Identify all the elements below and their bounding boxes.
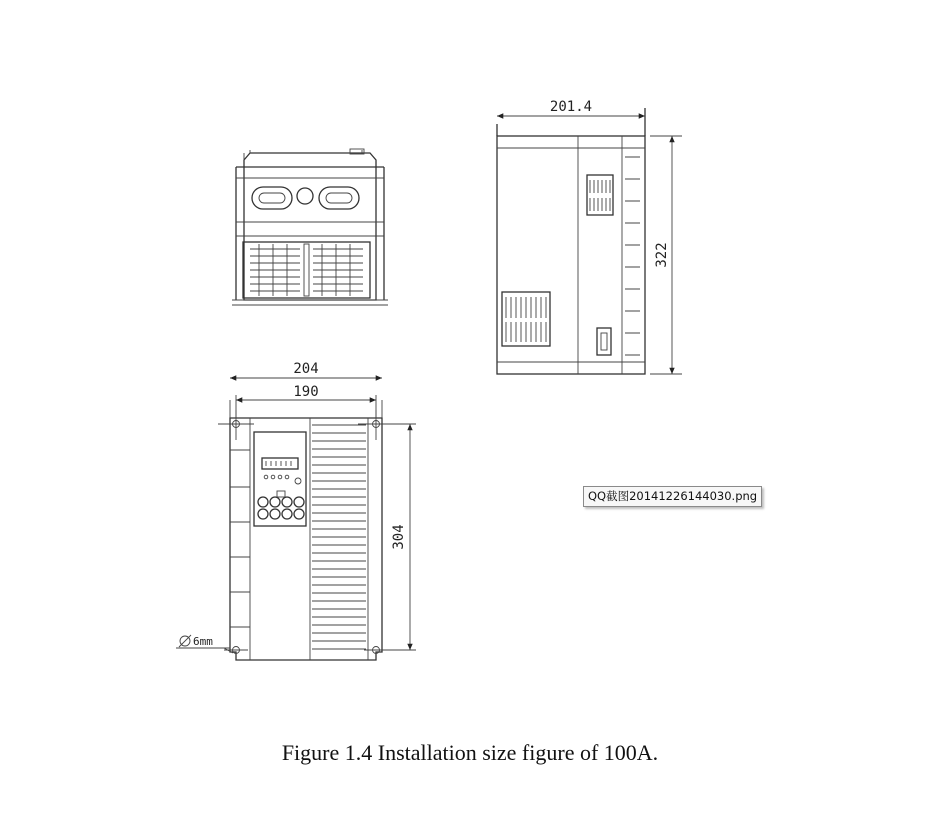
front-outer-width-dim: 204: [293, 361, 319, 377]
front-mount-width-dim: 190: [293, 384, 319, 400]
hole-dim: 6mm: [193, 635, 213, 648]
filename-tooltip: QQ截图20141226144030.png: [583, 486, 762, 507]
side-height-dim: 322: [654, 242, 670, 268]
front-view: [176, 361, 416, 660]
front-mount-height-dim: 304: [391, 524, 407, 550]
side-width-dim: 201.4: [549, 99, 593, 115]
side-view: [497, 99, 682, 374]
top-view: [232, 149, 388, 305]
figure-caption: Figure 1.4 Installation size figure of 100A.: [281, 740, 659, 765]
